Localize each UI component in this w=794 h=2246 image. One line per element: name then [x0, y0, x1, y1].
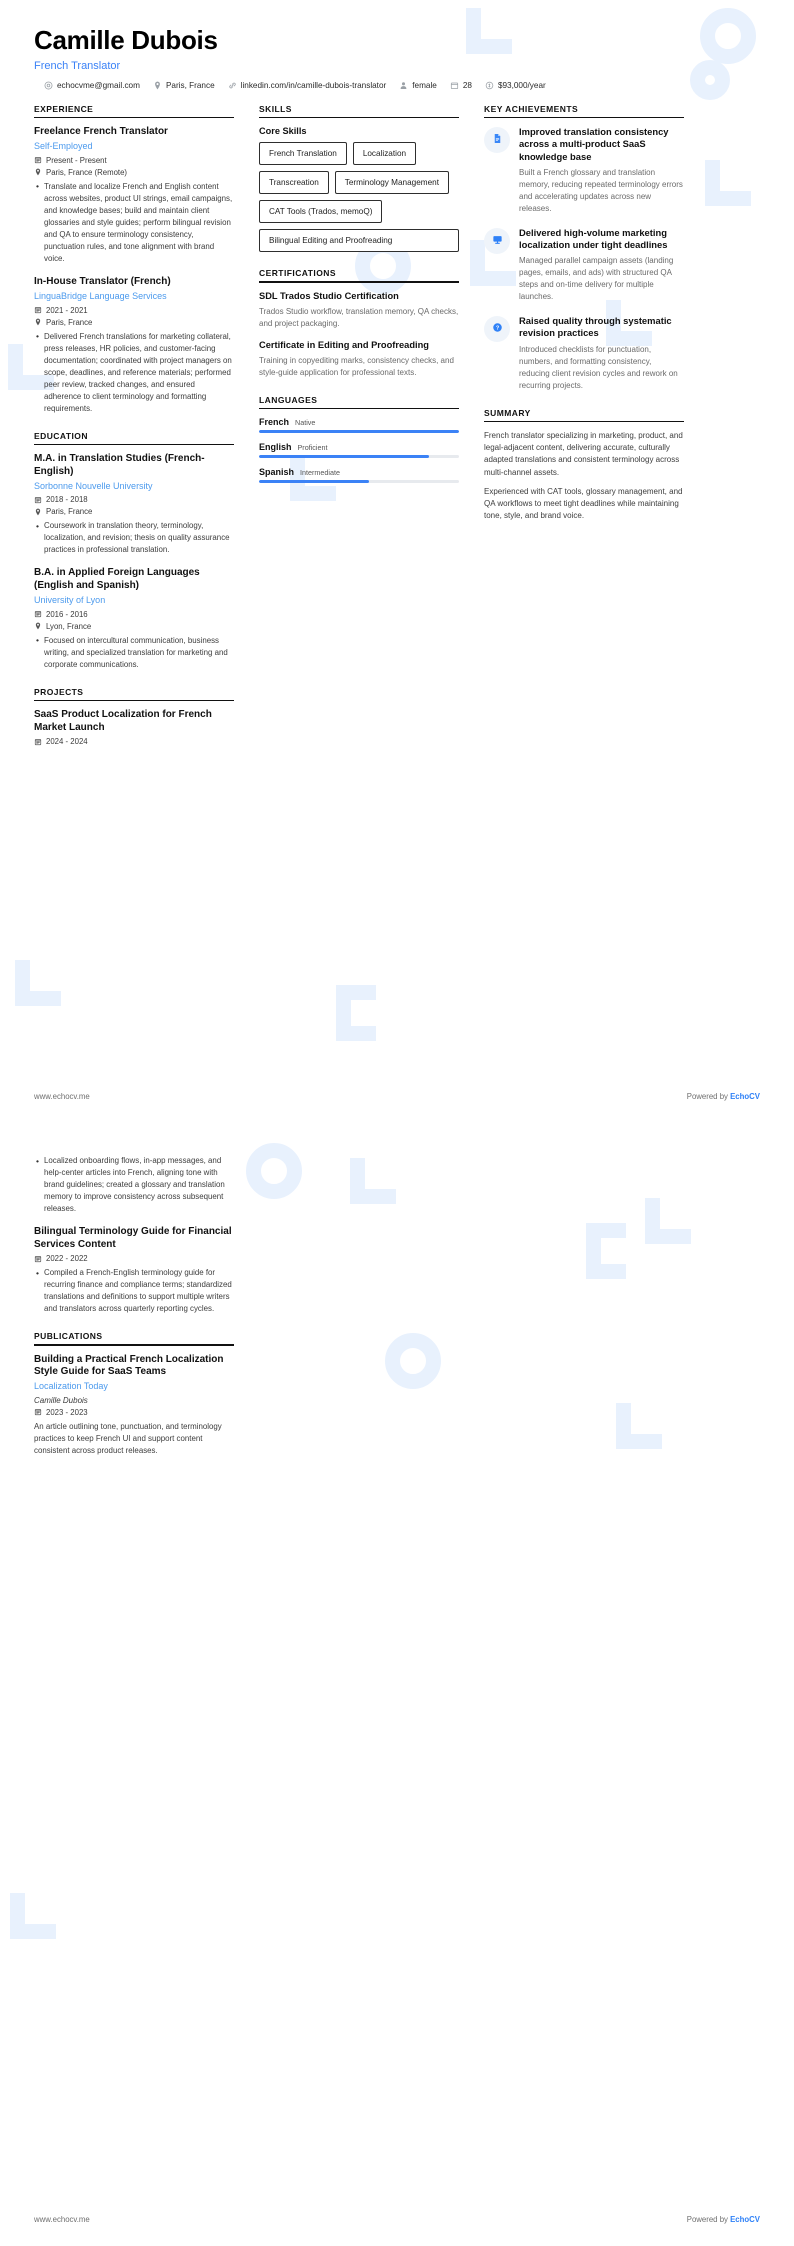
resume-page-2 [0, 1123, 794, 2246]
certification-item [259, 291, 459, 330]
contact-salary [485, 81, 546, 90]
section-experience [34, 104, 234, 415]
experience-dates [34, 306, 234, 315]
contact-salary-value: $93,000/year [497, 80, 546, 90]
project-dates [34, 1254, 234, 1263]
education-entry [34, 567, 234, 670]
language-level: Intermediate [300, 468, 340, 478]
project-dates [34, 737, 234, 746]
achievement-body [519, 126, 684, 215]
experience-entry [34, 126, 234, 265]
language-progress-bar [259, 480, 459, 483]
education-location-value: Lyon, France [46, 621, 92, 631]
language-progress-bar [259, 430, 459, 433]
skill-chip: Localization [353, 142, 416, 165]
achievement-badge [484, 127, 510, 153]
document-badge-icon [492, 131, 503, 149]
footer-brand [687, 2215, 760, 2224]
footer-site[interactable]: www.echocv.me [34, 1092, 90, 1101]
experience-location [34, 168, 234, 177]
section-title-education: EDUCATION [34, 430, 88, 441]
section-title-languages: LANGUAGES [259, 394, 318, 405]
education-school[interactable]: University of Lyon [34, 594, 106, 605]
location-pin-icon [153, 81, 162, 90]
achievement-title: Delivered high-volume marketing localization under tight deadlines [519, 226, 668, 250]
section-title-key-achievements: KEY ACHIEVEMENTS [484, 103, 579, 114]
education-location [34, 622, 234, 631]
education-degree: B.A. in Applied Foreign Languages (English and Spanish) [34, 567, 200, 591]
project-title: SaaS Product Localization for French Market Launch [34, 709, 212, 733]
experience-dates-value: Present - Present [46, 155, 107, 165]
experience-dates [34, 156, 234, 165]
candidate-name: Camille Dubois [34, 25, 218, 55]
section-languages [259, 395, 459, 484]
contact-gender-value: female [412, 80, 437, 90]
section-title-projects: PROJECTS [34, 686, 84, 697]
education-location [34, 507, 234, 516]
achievement-badge [484, 316, 510, 342]
resume-columns [34, 104, 760, 763]
location-pin-icon [34, 168, 42, 176]
section-rule [34, 117, 234, 119]
project-dates-value: 2024 - 2024 [46, 737, 88, 747]
question-circle-icon [492, 320, 503, 338]
education-dates [34, 610, 234, 619]
skill-chip: Terminology Management [335, 171, 449, 194]
experience-bullets [34, 331, 234, 415]
footer-brand-name: EchoCV [730, 2215, 760, 2224]
footer-brand [687, 1092, 760, 1101]
calendar-icon [34, 496, 42, 504]
education-dates-value: 2018 - 2018 [46, 495, 88, 505]
bullet-item: • Localized onboarding flows, in-app messages, and help-center articles into French, aligning tone with brand guidelines; created a glossary and translation memory to improve consistency across subsequent releases. [44, 1155, 234, 1215]
certification-item [259, 340, 459, 379]
calendar-icon [34, 1408, 42, 1416]
language-head [259, 417, 459, 427]
svg-text:?: ? [495, 325, 499, 332]
column-middle [259, 104, 459, 500]
project-entry [34, 709, 234, 746]
experience-location-value: Paris, France [46, 317, 93, 327]
section-summary [484, 408, 684, 523]
section-certifications [259, 268, 459, 378]
footer-site[interactable]: www.echocv.me [34, 2215, 90, 2224]
location-pin-icon [34, 318, 42, 326]
experience-location [34, 318, 234, 327]
publication-dates-value: 2023 - 2023 [46, 1407, 88, 1417]
bullet-item: • Translate and localize French and English content across websites, product UI strings, email campaigns, and knowledge bases; build and maintain client glossaries and style guides; perform bilingual revision and QA to ensure terminology consistency, punctuation rules, and tone alignment with brand voice. [44, 181, 234, 265]
achievement-badge [484, 228, 510, 254]
certification-description: Training in copyediting marks, consistency checks, and style-guide application for professional texts. [259, 355, 454, 377]
location-pin-icon [34, 622, 42, 630]
section-education [34, 431, 234, 671]
project-bullets [34, 1267, 234, 1315]
monitor-icon [492, 232, 503, 250]
section-rule [484, 421, 684, 423]
education-dates [34, 495, 234, 504]
resume-header [34, 26, 760, 90]
page-footer [34, 1092, 760, 1101]
experience-bullets [34, 181, 234, 265]
section-rule [34, 1344, 234, 1346]
education-bullets [34, 520, 234, 556]
experience-org[interactable]: Self-Employed [34, 141, 93, 152]
experience-title: Freelance French Translator [34, 126, 168, 138]
experience-entry [34, 276, 234, 415]
calendar-icon [34, 156, 42, 164]
footer-powered-prefix: Powered by [686, 1092, 731, 1101]
achievement-description: Built a French glossary and translation memory, reducing repeated terminology errors and accelerating updates across new releases. [519, 167, 683, 213]
project-entry [34, 1226, 234, 1315]
language-item [259, 467, 459, 483]
section-rule [34, 700, 234, 702]
language-name: Spanish [259, 467, 295, 478]
contact-location-value: Paris, France [165, 80, 215, 90]
skill-group-label: Core Skills [259, 126, 307, 137]
education-bullets [34, 635, 234, 671]
person-icon [399, 81, 408, 90]
certification-name: Certificate in Editing and Proofreading [259, 339, 429, 350]
summary-paragraph: Experienced with CAT tools, glossary management, and QA workflows to meet tight deadlines while maintaining tone, style, and brand voice. [484, 486, 683, 521]
achievement-title: Improved translation consistency across a multi-product SaaS knowledge base [519, 126, 669, 162]
resume-columns-continued [34, 1151, 760, 1473]
section-title-publications: PUBLICATIONS [34, 1331, 103, 1342]
bullet-item: • Coursework in translation theory, terminology, localization, and revision; thesis on quality assurance practices in professional translation. [44, 520, 234, 556]
publication-publisher[interactable]: Localization Today [34, 1381, 108, 1392]
contact-email[interactable] [44, 81, 140, 90]
education-location-value: Paris, France [46, 507, 93, 517]
language-level: Proficient [297, 443, 328, 453]
column-left-continued [34, 1151, 234, 1473]
calendar-icon [450, 81, 459, 90]
language-head [259, 442, 459, 452]
language-name: French [259, 417, 290, 428]
skill-chip: French Translation [259, 142, 347, 165]
footer-brand-name: EchoCV [730, 1092, 760, 1101]
achievement-item [484, 315, 684, 391]
experience-org[interactable]: LinguaBridge Language Services [34, 290, 167, 301]
section-rule [259, 281, 459, 283]
section-title-certifications: CERTIFICATIONS [259, 268, 336, 279]
contact-email-value: echocvme@gmail.com [57, 80, 140, 90]
language-item [259, 417, 459, 433]
experience-location-value: Paris, France (Remote) [46, 167, 128, 177]
education-degree: M.A. in Translation Studies (French-English) [34, 453, 205, 477]
project-title: Bilingual Terminology Guide for Financial Services Content [34, 1226, 232, 1250]
certification-name: SDL Trados Studio Certification [259, 290, 399, 301]
section-projects [34, 687, 234, 747]
achievement-item [484, 227, 684, 303]
summary-paragraph: French translator specializing in marketing, product, and legal-adjacent content, delivering accurate, culturally adapted translations and consistent terminology across multi-channel assets. [484, 431, 683, 477]
education-dates-value: 2016 - 2016 [46, 609, 88, 619]
language-head [259, 467, 459, 477]
bullet-item: • Compiled a French-English terminology guide for recurring finance and compliance terms; standardized translations and definitions to support multiple writers and translators across quarterly reporting cycles. [44, 1267, 234, 1315]
location-pin-icon [34, 508, 42, 516]
publication-description: An article outlining tone, punctuation, and terminology practices to keep French UI and support content consistent across product releases. [34, 1421, 222, 1455]
language-progress-bar [259, 455, 459, 458]
calendar-icon [34, 306, 42, 314]
section-projects-continued [34, 1155, 234, 1315]
column-left [34, 104, 234, 763]
skill-chip-list [259, 142, 459, 252]
calendar-icon [34, 610, 42, 618]
skill-chip: Bilingual Editing and Proofreading [259, 229, 459, 252]
publication-dates [34, 1408, 234, 1417]
language-level: Native [295, 418, 316, 428]
contact-location [153, 81, 215, 90]
education-school[interactable]: Sorbonne Nouvelle University [34, 480, 153, 491]
achievement-item [484, 126, 684, 215]
publication-title: Building a Practical French Localization Style Guide for SaaS Teams [34, 1353, 224, 1378]
section-publications [34, 1331, 234, 1457]
achievement-title: Raised quality through systematic revision practices [519, 315, 672, 339]
email-icon [44, 81, 53, 90]
experience-dates-value: 2021 - 2021 [46, 305, 88, 315]
bullet-item: • Focused on intercultural communication, business writing, and specialized translation for marketing and corporate communications. [44, 635, 234, 671]
section-key-achievements [484, 104, 684, 392]
language-name: English [259, 442, 292, 453]
section-skills [259, 104, 459, 253]
section-rule [259, 117, 459, 119]
education-entry [34, 453, 234, 556]
contact-age [450, 81, 472, 90]
section-title-skills: SKILLS [259, 103, 292, 114]
link-icon [228, 81, 237, 90]
page-footer [34, 2215, 760, 2224]
contact-gender [399, 81, 437, 90]
section-rule [484, 117, 684, 119]
publication-author: Camille Dubois [34, 1395, 88, 1405]
achievement-description: Managed parallel campaign assets (landing pages, emails, and ads) with structured QA steps and on-time delivery for multiple launches. [519, 256, 674, 302]
project-bullets [34, 1155, 234, 1215]
project-entry [34, 1155, 234, 1215]
language-progress-fill [259, 455, 429, 458]
publication-entry [34, 1354, 234, 1457]
language-progress-fill [259, 430, 459, 433]
contact-row [34, 81, 760, 90]
section-title-experience: EXPERIENCE [34, 103, 94, 114]
achievement-body [519, 227, 684, 303]
project-dates-value: 2022 - 2022 [46, 1254, 88, 1264]
footer-powered-prefix: Powered by [686, 2215, 731, 2224]
language-item [259, 442, 459, 458]
bullet-item: • Delivered French translations for marketing collateral, press releases, HR policies, and customer-facing documentation; coordinated with project managers on scope, deadlines, and reference materials; performed peer review, tracked changes, and ensured adherence to client terminology and formatting requirements. [44, 331, 234, 415]
calendar-icon [34, 738, 42, 746]
skill-chip: CAT Tools (Trados, memoQ) [259, 200, 382, 223]
section-title-summary: SUMMARY [484, 407, 531, 418]
contact-linkedin[interactable] [228, 81, 387, 90]
language-progress-fill [259, 480, 369, 483]
experience-title: In-House Translator (French) [34, 275, 171, 287]
achievement-description: Introduced checklists for punctuation, numbers, and formatting consistency, reducing client revision cycles and rework on recurring projects. [519, 344, 678, 390]
column-right [484, 104, 684, 539]
skill-chip: Transcreation [259, 171, 329, 194]
achievement-body [519, 315, 684, 391]
section-rule [34, 444, 234, 446]
candidate-headline: French Translator [34, 59, 121, 72]
coin-icon [485, 81, 494, 90]
section-rule [259, 408, 459, 410]
certification-description: Trados Studio workflow, translation memory, QA checks, and project packaging. [259, 306, 459, 328]
contact-linkedin-value: linkedin.com/in/camille-dubois-translator [240, 80, 387, 90]
calendar-icon [34, 1255, 42, 1263]
contact-age-value: 28 [462, 80, 472, 90]
